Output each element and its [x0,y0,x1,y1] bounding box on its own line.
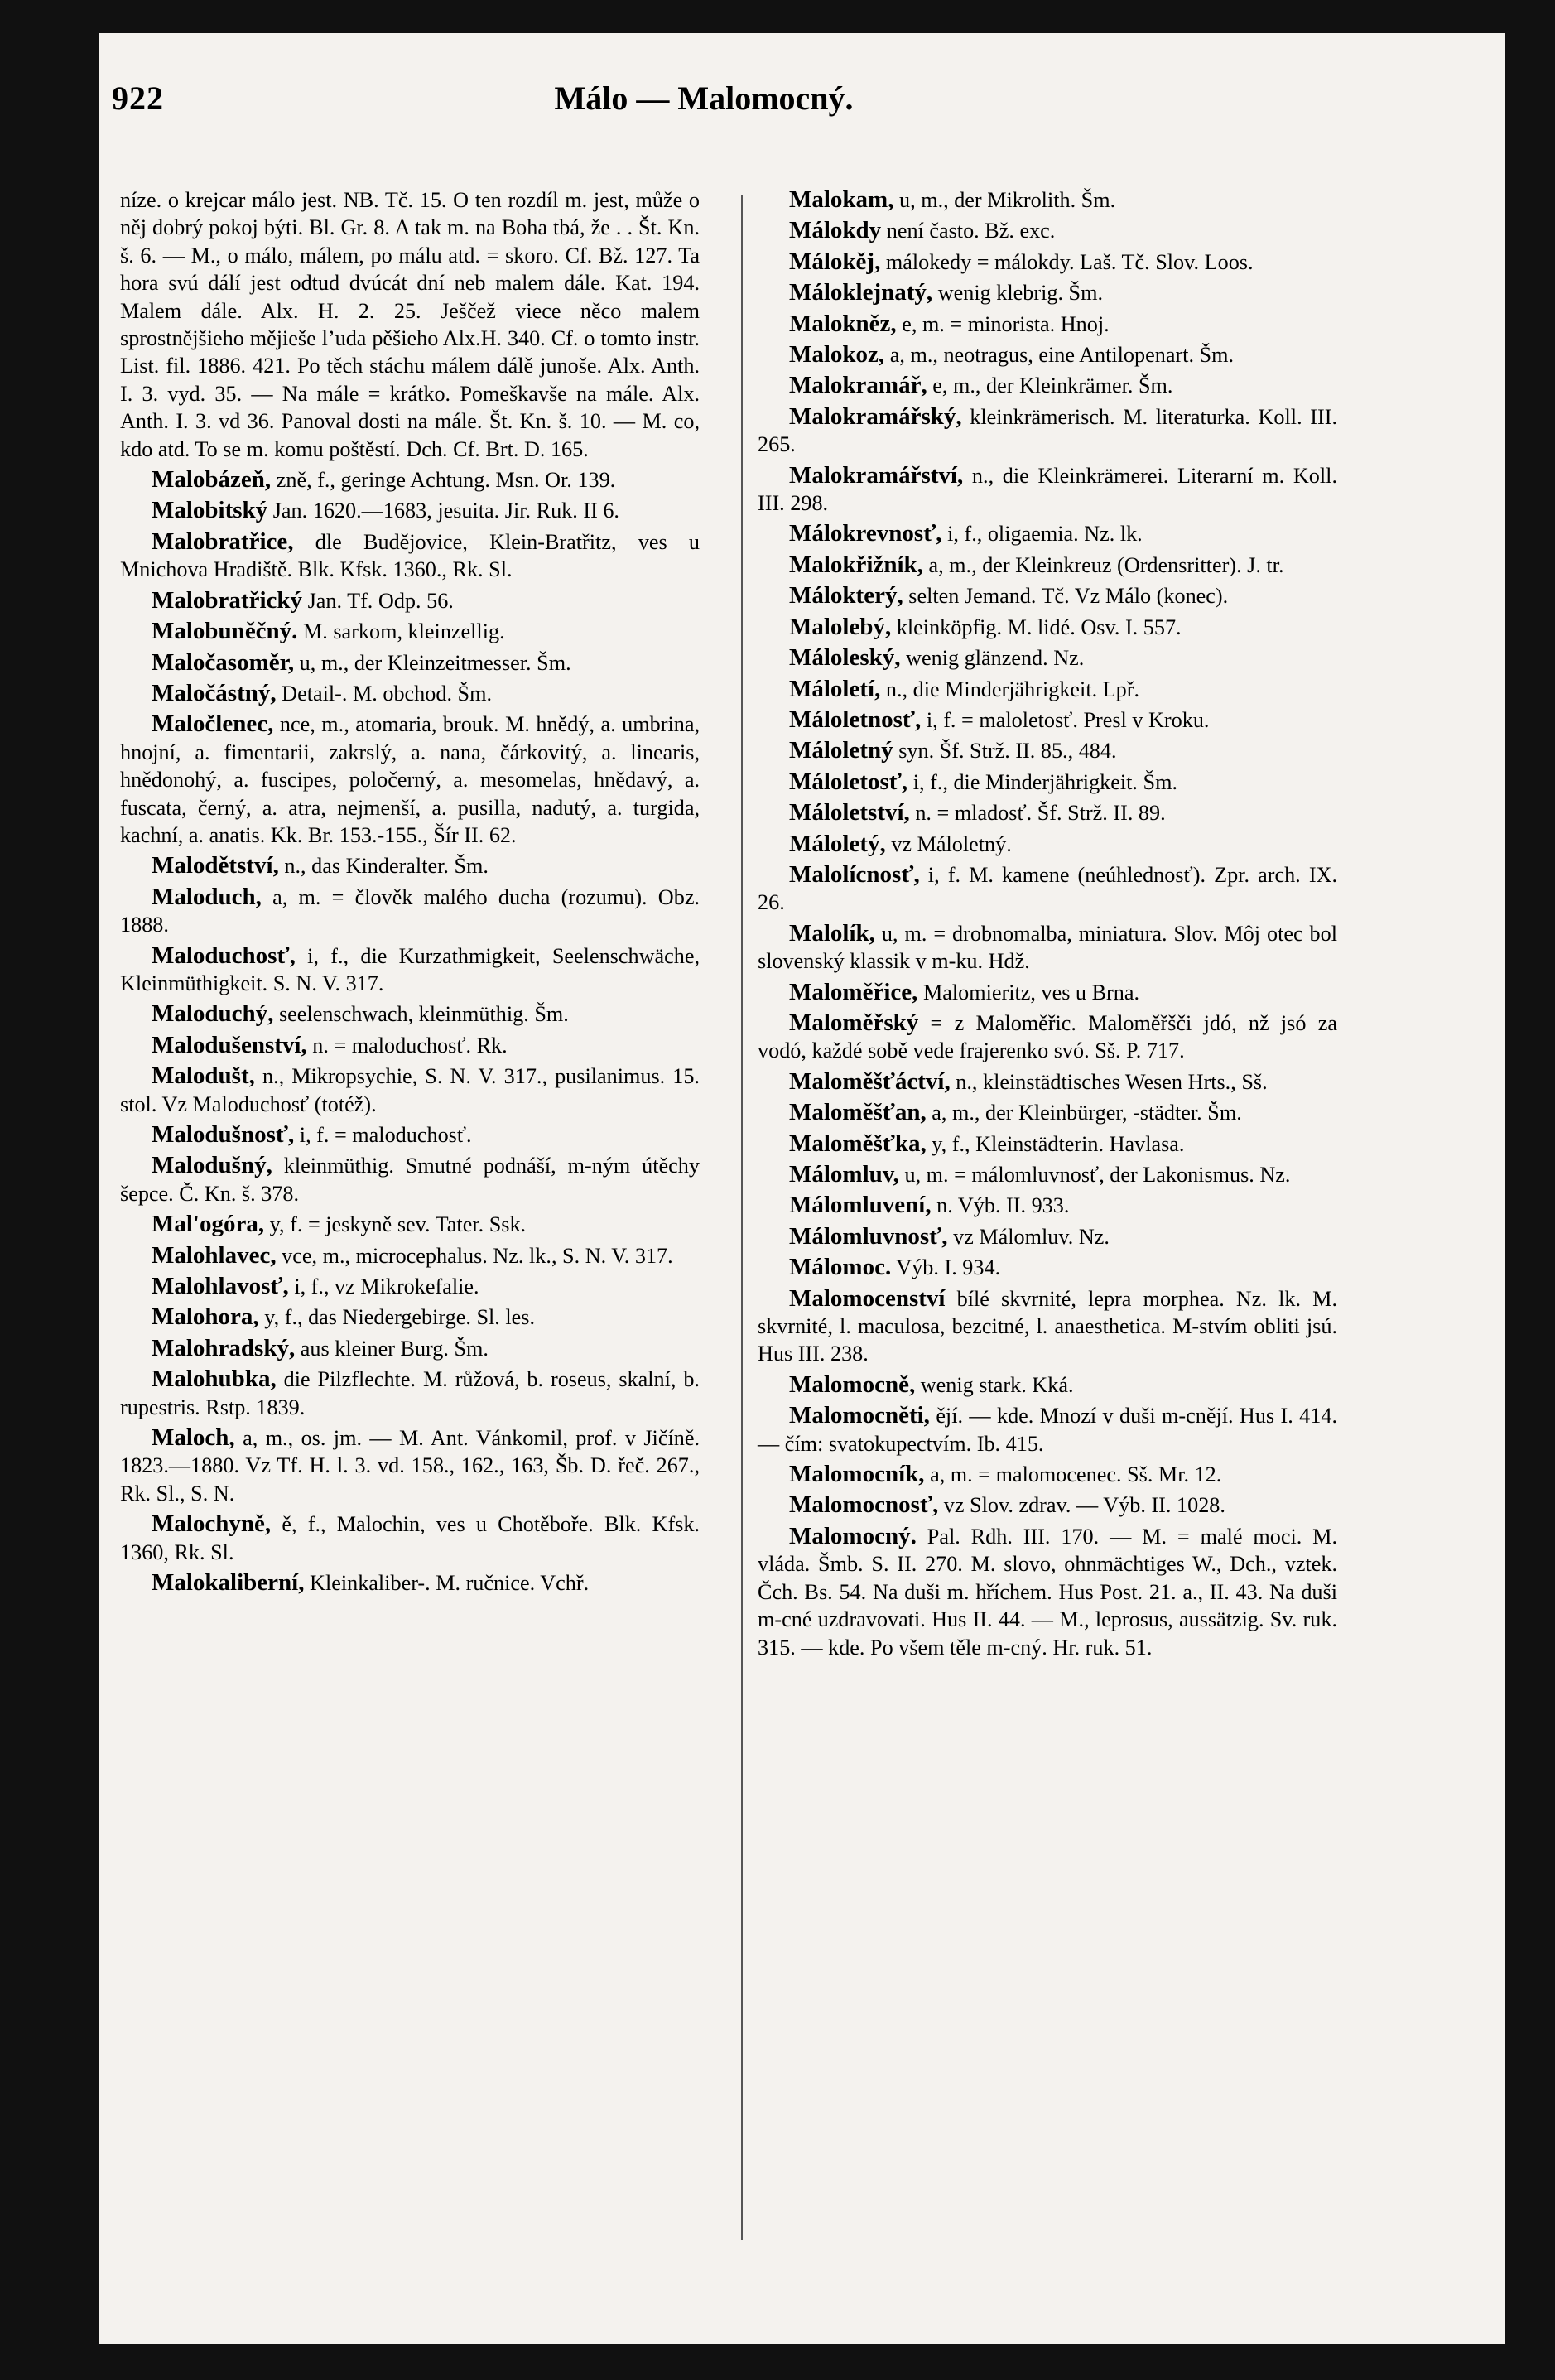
entry-text: u, m., der Kleinzeitmesser. Šm. [299,650,571,675]
entry-headword: Malodušenství, [152,1031,307,1058]
dictionary-entry [758,341,1337,369]
dictionary-entry [758,1068,1337,1096]
entry-headword: Malohlavec, [152,1241,277,1269]
entry-text: y, f., das Niedergebirge. Sl. les. [264,1305,536,1330]
dictionary-entry [120,497,700,524]
dictionary-entry [120,1335,700,1362]
dictionary-entry [758,1130,1337,1158]
entry-text: a, m., neotragus, eine Antilopenart. Šm. [889,343,1235,368]
page-header [112,79,1296,128]
dictionary-entry [758,768,1337,796]
entry-headword: Máloletství, [789,799,910,826]
dictionary-entry [758,1009,1337,1065]
entry-headword: Málokěj, [789,248,881,275]
entry-headword: Máloletosť, [789,768,908,795]
entry-headword: Málomluvnosť, [789,1222,948,1250]
entry-headword: Malokaliberní, [152,1569,305,1597]
dictionary-entry [758,1099,1337,1126]
entry-headword: Malohora, [152,1303,259,1331]
dictionary-entry [120,884,700,939]
dictionary-entry [120,1242,700,1269]
entry-text: vz Málomluv. Nz. [953,1224,1110,1249]
left-column [120,186,700,1601]
dictionary-entry [758,799,1337,826]
dictionary-entry [758,1192,1337,1219]
entry-headword: Malobratřice, [152,528,294,555]
entry-text: vz Slov. zdrav. — Výb. II. 1028. [943,1493,1225,1518]
entry-text: n. = maloduchosť. Rk. [312,1033,508,1058]
entry-headword: Maloduchosť, [152,942,296,969]
dictionary-entry [758,676,1337,703]
entry-text: n., das Kinderalter. Šm. [284,854,489,879]
entry-text: u, m. = málomluvnosť, der Lakonismus. Nz. [904,1163,1291,1187]
dictionary-entry [758,1491,1337,1519]
entry-text: a, m. = malomocenec. Sš. Mr. 12. [930,1462,1222,1487]
page-number: 922 [112,79,164,117]
dictionary-entry [758,1402,1337,1457]
entry-text: Jan. 1620.—1683, jesuita. Jir. Ruk. II 6. [272,499,619,523]
entry-headword: Malomocník, [789,1461,925,1488]
entry-headword: Malokřižník, [789,551,923,578]
entry-headword: Malolík, [789,919,875,947]
dictionary-entry [758,279,1337,306]
entry-headword: Malokramářský, [789,402,962,430]
dictionary-entry [120,587,700,614]
dictionary-entry [758,520,1337,547]
dictionary-entry [120,1121,700,1149]
entry-text: M. sarkom, kleinzellig. [302,619,505,644]
dictionary-entry [758,1223,1337,1250]
entry-headword: Malobratřický [152,586,303,614]
entry-headword: Malokoz, [789,341,885,369]
entry-text: e, m., der Kleinkrämer. Šm. [932,373,1173,398]
entry-headword: Malochyně, [152,1510,272,1538]
entry-text: nce, m., atomaria, brouk. M. hnědý, a. umbrina, hnojní, a. fimentarii, zakrslý, a. nana, čárkovitý, a. linearis, hnědonohý, a. fuscipes, poločerný, a. mesomelas, hnědavý, a. fuscata, černý, a. atra, nejmenší, a. pusilla, nadutý, a. turgida, kachní, a. anatis. Kk. Br. 153.-155., Šír II. 62. [120,712,700,847]
dictionary-entry [120,1303,700,1331]
right-column [758,186,1337,1665]
entry-headword: Maloduch, [152,883,262,910]
entry-text: n. = mladosť. Šf. Strž. II. 89. [915,801,1166,826]
entry-text: y, f., Kleinstädterin. Havlasa. [932,1131,1185,1156]
column-divider [741,195,743,2240]
entry-text: Pal. Rdh. III. 170. — M. = malé moci. M. vláda. Šmb. S. II. 270. M. slovo, ohnmächtiges W., Dch., vztek. Čch. Bs. 54. Na duši m. hříchem. Hus Post. 21. a., II. 43. Na duši m-cné uzdravovati. Hus II. 44. — M., leprosus, aussätzig. Sv. ruk. 315. — kde. Po všem těle m-cný. Hr. ruk. 51. [758,1524,1338,1660]
dictionary-entry [120,1366,700,1421]
dictionary-entry [758,979,1337,1006]
entry-headword: Máloleský, [789,644,901,672]
entry-text: i, f., vz Mikrokefalie. [294,1274,479,1299]
entry-text: a, m., der Kleinbürger, -städter. Šm. [932,1101,1242,1125]
entry-headword: Malokam, [789,186,894,213]
entry-headword: Maloměšťáctví, [789,1067,951,1095]
dictionary-entry [120,680,700,707]
entry-text: málokedy = málokdy. Laš. Tč. Slov. Loos. [885,249,1254,274]
dictionary-entry [758,462,1337,518]
dictionary-entry [120,649,700,677]
entry-text: a, m., der Kleinkreuz (Ordensritter). J. tr. [928,552,1284,577]
dictionary-entry [758,248,1337,276]
dictionary-entry [758,186,1337,214]
dictionary-entry [758,644,1337,672]
dictionary-entry [120,466,700,494]
entry-text: wenig stark. Kká. [920,1372,1074,1397]
entry-text: ě, f., Malochin, ves u Chotěboře. Blk. Kfsk. 1360, Rk. Sl. [120,1512,700,1564]
dictionary-entry [758,372,1337,399]
dictionary-entry [120,1510,700,1566]
entry-text: = z Maloměřic. Maloměřšči jdó, nž jsó za vodó, každé sobě vede frajerenko svó. Sš. P. 717. [758,1010,1338,1063]
entry-text: i, f., die Kurzathmigkeit, Seelenschwäche, Kleinmüthigkeit. S. N. V. 317. [120,943,700,995]
entry-text: bílé skvrnité, lepra morphea. Nz. lk. M. skvrnité, l. maculosa, bezcitné, l. anaesthetica. M-stvím obliti jsú. Hus III. 238. [758,1286,1338,1366]
dictionary-entry [758,920,1337,976]
entry-headword: Maločlenec, [152,711,274,738]
entry-headword: Maloch, [152,1424,235,1452]
entry-headword: Malokramářství, [789,461,964,489]
entry-headword: Malodětství, [152,852,279,879]
dictionary-entry [758,1285,1337,1368]
entry-text: Jan. Tf. Odp. 56. [307,588,454,613]
entry-headword: Malomocně, [789,1371,916,1398]
dictionary-entry [758,311,1337,338]
running-head: Málo — Malomocný. [554,79,854,117]
entry-text: vz Máloletný. [891,831,1012,856]
entry-headword: Malodušný, [152,1152,272,1179]
dictionary-entry [758,403,1337,459]
entry-headword: Maloměšťan, [789,1099,927,1126]
dictionary-entry [758,737,1337,764]
dictionary-entry [120,852,700,879]
entry-headword: Maloměřský [789,1009,919,1036]
entry-headword: Máloletnosť, [789,706,922,733]
entry-headword: Máloletí, [789,675,881,702]
entry-headword: Málomluv, [789,1161,899,1188]
entry-text: není často. Bž. exc. [886,219,1056,243]
dictionary-entry [120,618,700,645]
entry-text: n., Mikropsychie, S. N. V. 317., pusilanimus. 15. stol. Vz Maloduchosť (totéž). [120,1064,700,1116]
dictionary-entry [120,1211,700,1238]
entry-text: y, f. = jeskyně sev. Tater. Ssk. [269,1212,527,1237]
dictionary-entry [758,552,1337,579]
entry-text: a, m. = člověk malého ducha (rozumu). Obz. 1888. [120,884,700,937]
dictionary-entry [120,1273,700,1300]
entry-text: n. Výb. II. 933. [936,1193,1070,1218]
entry-headword: Malomocenství [789,1284,946,1312]
entry-headword: Malomocněti, [789,1402,930,1429]
entry-headword: Mal'ogóra, [152,1211,265,1238]
dictionary-entry [120,711,700,849]
entry-text: zně, f., geringe Achtung. Msn. Or. 139. [276,468,616,493]
dictionary-entry [120,186,700,463]
entry-text: n., die Minderjährigkeit. Lpř. [885,677,1140,701]
dictionary-entry [120,1424,700,1507]
dictionary-entry [758,1371,1337,1399]
dictionary-entry [120,1000,700,1028]
entry-text: i, f. = maloletosť. Presl v Kroku. [926,707,1210,732]
entry-text: syn. Šf. Strž. II. 85., 484. [898,739,1117,764]
entry-headword: Malodušnosť, [152,1121,295,1148]
entry-headword: Málomluvení, [789,1192,932,1219]
entry-text: die Pilzflechte. M. růžová, b. roseus, skalní, b. rupestris. Rstp. 1839. [120,1367,700,1419]
entry-text: i, f. = maloduchosť. [299,1123,472,1147]
entry-text: n., die Kleinkrämerei. Literarní m. Koll. III. 298. [758,463,1337,516]
dictionary-entry [758,861,1337,917]
entry-headword: Málokterý, [789,582,903,609]
entry-text: n., kleinstädtisches Wesen Hrts., Sš. [956,1069,1268,1094]
entry-text: u, m., der Mikrolith. Šm. [899,188,1116,212]
entry-headword: Máloletý, [789,830,886,857]
entry-text: e, m. = minorista. Hnoj. [902,311,1110,336]
entry-text: ějí. — kde. Mnozí v duši m-cnějí. Hus I. 414. — čím: svatokupectvím. Ib. 415. [758,1404,1337,1456]
dictionary-entry [120,1032,700,1059]
entry-text: wenig klebrig. Šm. [937,281,1104,306]
entry-headword: Malomocnosť, [789,1491,939,1519]
dictionary-entry [120,942,700,998]
dictionary-entry [120,1062,700,1118]
entry-headword: Málomoc. [789,1254,892,1281]
entry-text: Malomieritz, ves u Brna. [922,980,1140,1005]
entry-text: Detail-. M. obchod. Šm. [282,681,493,706]
entry-headword: Maloměšťka, [789,1130,927,1157]
dictionary-entry [758,831,1337,858]
entry-headword: Máloletný [789,737,893,764]
entry-headword: Malolícnosť, [789,860,920,888]
entry-headword: Malokramář, [789,372,927,399]
entry-headword: Malohlavosť, [152,1273,289,1300]
dictionary-entry [758,217,1337,244]
dictionary-entry [120,1152,700,1207]
entry-headword: Malohradský, [152,1334,296,1361]
dictionary-entry [758,1523,1337,1661]
entry-text: kleinmüthig. Smutné podnáší, m-ným útěchy šepce. Č. Kn. š. 378. [120,1154,700,1206]
entry-text: dle Budějovice, Klein-Bratřitz, ves u Mnichova Hradiště. Blk. Kfsk. 1360., Rk. Sl. [120,529,700,582]
entry-text: a, m., os. jm. — M. Ant. Vánkomil, prof. v Jičíně. 1823.—1880. Vz Tf. H. l. 3. vd. 158., 162., 163, Šb. D. řeč. 267., Rk. Sl., S. N. [120,1426,700,1506]
entry-headword: Malodušt, [152,1062,255,1090]
dictionary-entry [120,1569,700,1597]
entry-text: Kleinkaliber-. M. ručnice. Vchř. [310,1571,590,1596]
entry-headword: Malobuněčný. [152,618,298,645]
dictionary-entry [758,706,1337,734]
entry-headword: Maloduchý, [152,1000,274,1028]
entry-text: i, f., oligaemia. Nz. lk. [947,522,1143,547]
entry-headword: Malohubka, [152,1366,277,1393]
entry-headword: Maloměřice, [789,978,918,1005]
dictionary-entry [758,1461,1337,1488]
entry-text: i, f. M. kamene (neúhlednosť). Zpr. arch. IX. 26. [758,862,1337,915]
entry-headword: Malokněz, [789,310,897,337]
dictionary-entry [758,614,1337,641]
entry-headword: Malomocný. [789,1522,917,1549]
entry-headword: Málokrevnosť, [789,520,942,547]
entry-headword: Malobázeň, [152,466,272,494]
entry-text: vce, m., microcephalus. Nz. lk., S. N. V. 317. [282,1243,673,1268]
entry-headword: Málokleјnatý, [789,279,933,306]
entry-headword: Maločástný, [152,679,277,706]
entry-text: seelenschwach, kleinmüthig. Šm. [278,1002,569,1027]
entry-text: selten Jemand. Tč. Vz Málo (konec). [908,584,1229,609]
entry-text: u, m. = drobnomalba, miniatura. Slov. Môj otec bol slovenský klassik v m-ku. Hdž. [758,921,1337,974]
entry-headword: Málokdy [789,217,882,244]
entry-text: Výb. I. 934. [896,1255,1001,1280]
dictionary-entry [758,1254,1337,1281]
dictionary-entry [758,1161,1337,1188]
entry-text: aus kleiner Burg. Šm. [300,1336,489,1361]
dictionary-entry [758,582,1337,609]
entry-headword: Maločasoměr, [152,648,295,676]
entry-headword: Malolebý, [789,613,892,640]
entry-text: kleinköpfig. M. lidé. Osv. I. 557. [896,614,1182,639]
entry-text: wenig glänzend. Nz. [906,646,1085,671]
entry-text: níze. o krejcar málo jest. NB. Tč. 15. O ten rozdíl m. jest, může o něj dobrý pokoj býti. Bl. Gr. 8. A tak m. na Boha tbá, že . . Št. Kn. š. 6. — M., o málo, málem, po málu atd. = skoro. Cf. Bž. 127. Ta hora svú dálí jest odtud dvúcát dní neb malem dále. Kat. 194. Malem dále. Alx. H. 2. 25. Ješčež viece něco malem sprostnějšieho mějieše l’uda pěšieho Alx.H. 340. Cf. o tomto instr. List. fil. 1886. 421. Po těch stáchu málem dálě junoše. Alx. Anth. I. 3. vyd. 35. — Na mále = krátko. Pomeškavše na mále. Alx. Anth. I. 3. vd 36. Panoval dosti na mále. Št. Kn. š. 10. — M. co, kdo atd. To se m. komu poštěstí. Dch. Cf. Brt. D. 165. [120,188,700,461]
entry-text: kleinkrämerisch. M. literaturka. Koll. III. 265. [758,404,1337,457]
entry-headword: Malobitský [152,497,268,524]
entry-text: i, f., die Minderjährigkeit. Šm. [912,769,1178,794]
dictionary-entry [120,528,700,584]
